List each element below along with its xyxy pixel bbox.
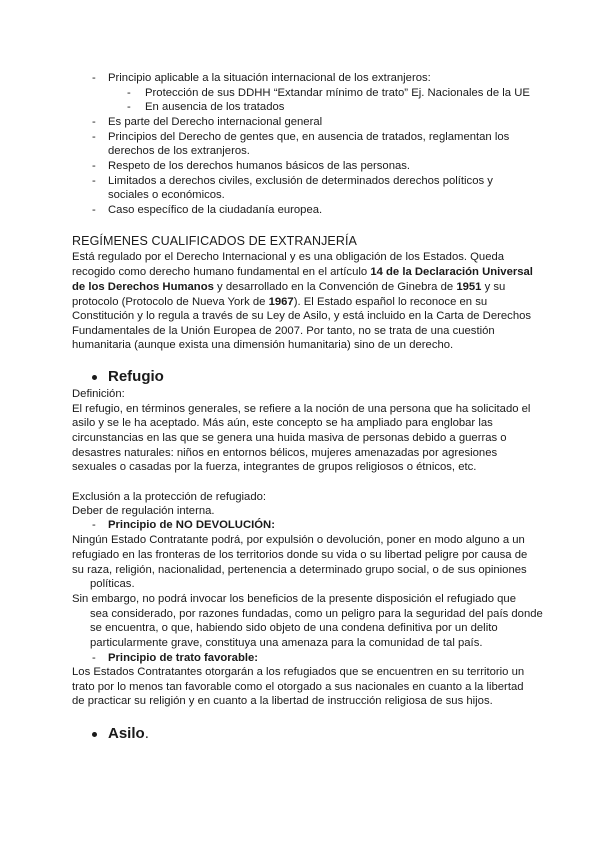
list-item: Es parte del Derecho internacional general [108,116,323,128]
paragraph-line: se encuentra, o que, habiendo sido objeto de una condena definitiva por un delito [90,622,498,634]
list-item: Principio aplicable a la situación internacional de los extranjeros: [108,72,431,84]
paragraph-line: Los Estados Contratantes otorgarán a los refugiados que se encuentren en su territorio un [72,666,525,678]
section-heading: REGÍMENES CUALIFICADOS DE EXTRANJERÍA [72,234,357,248]
paragraph-line: asilo y se le ha aceptado. Más aún, este concepto se ha ampliado para englobar las [72,417,493,429]
paragraph-line: su raza, religión, nacionalidad, pertenencia a determinado grupo social, o de sus opiniones [72,564,527,576]
paragraph-line: desastres naturales: niños en entornos bélicos, mujeres amenazadas por agresiones [72,447,498,459]
paragraph-line: recogido como derecho humano fundamental en el artículo 14 de la Declaración Universal [72,266,533,278]
paragraph-line: Ningún Estado Contratante podrá, por expulsión o devolución, poner en modo alguno a un [72,534,525,546]
paragraph-line: El refugio, en términos generales, se refiere a la noción de una persona que ha solicitado el [72,403,531,415]
sublist-dash: - [127,87,131,99]
paragraph-line: particularmente grave, constituya una amenaza para la comunidad de tal país. [90,637,483,649]
list-item: Caso específico de la ciudadanía europea. [108,204,323,216]
list-dash: - [92,72,96,84]
section-title-asilo: Asilo. [108,725,149,742]
list-dash: - [92,160,96,172]
principle-title-no-devolucion: Principio de NO DEVOLUCIÓN: [108,519,275,531]
sublist-item: En ausencia de los tratados [145,101,285,113]
paragraph-line: Fundamentales de la Unión Europea de 2007. Por tanto, no se trata de una cuestión [72,325,495,337]
paragraph-line: sexuales o casadas por la fuerza, integrantes de grupos religiosos o étnicos, etc. [72,461,477,473]
list-dash: - [92,175,96,187]
list-dash: - [92,116,96,128]
paragraph-line: Deber de regulación interna. [72,505,215,517]
paragraph-line: de los Derechos Humanos y desarrollado en la Convención de Ginebra de 1951 y su [72,281,506,293]
paragraph-line: circunstancias en las que se genera una huida masiva de personas debido a guerras o [72,432,507,444]
paragraph-line: trato por lo menos tan favorable como el otorgado a sus nacionales en cuanto a la libertad [72,681,524,693]
list-dash: - [92,131,96,143]
principle-title-trato-favorable: Principio de trato favorable: [108,652,259,664]
section-title-refugio: Refugio [108,368,164,385]
paragraph-line: Sin embargo, no podrá invocar los beneficios de la presente disposición el refugiado que [72,593,516,605]
list-item-continuation: sociales o económicos. [108,189,225,201]
bullet-icon [92,732,97,737]
paragraph-line: Constitución y lo regula a través de su Ley de Asilo, y está incluido en la Carta de Derechos [72,310,532,322]
list-item: Limitados a derechos civiles, exclusión de determinados derechos políticos y [108,175,493,187]
paragraph-line: sea considerado, por razones fundadas, como un peligro para la seguridad del país donde [90,608,543,620]
paragraph-line: protocolo (Protocolo de Nueva York de 1967). El Estado español lo reconoce en su [72,296,488,308]
list-dash: - [92,652,96,664]
bullet-icon [92,375,97,380]
paragraph-line: políticas. [90,578,135,590]
paragraph-line: de practicar su religión y en cuanto a la libertad de instrucción religiosa de sus hijos. [72,695,493,707]
list-dash: - [92,204,96,216]
definition-label: Definición: [72,388,125,400]
list-dash: - [92,519,96,531]
paragraph-line: humanitaria (aunque exista una dimensión humanitaria) sino de un derecho. [72,339,454,351]
sublist-item: Protección de sus DDHH “Extandar mínimo de trato” Ej. Nacionales de la UE [145,87,530,99]
paragraph-line: refugiado en las fronteras de los territorios donde su vida o su libertad peligre por causa de [72,549,528,561]
list-item: Respeto de los derechos humanos básicos de las personas. [108,160,411,172]
paragraph-line: Exclusión a la protección de refugiado: [72,491,267,503]
paragraph-line: Está regulado por el Derecho Internacional y es una obligación de los Estados. Queda [72,251,505,263]
list-item: Principios del Derecho de gentes que, en ausencia de tratados, reglamentan los [108,131,510,143]
list-item-continuation: derechos de los extranjeros. [108,145,250,157]
sublist-dash: - [127,101,131,113]
